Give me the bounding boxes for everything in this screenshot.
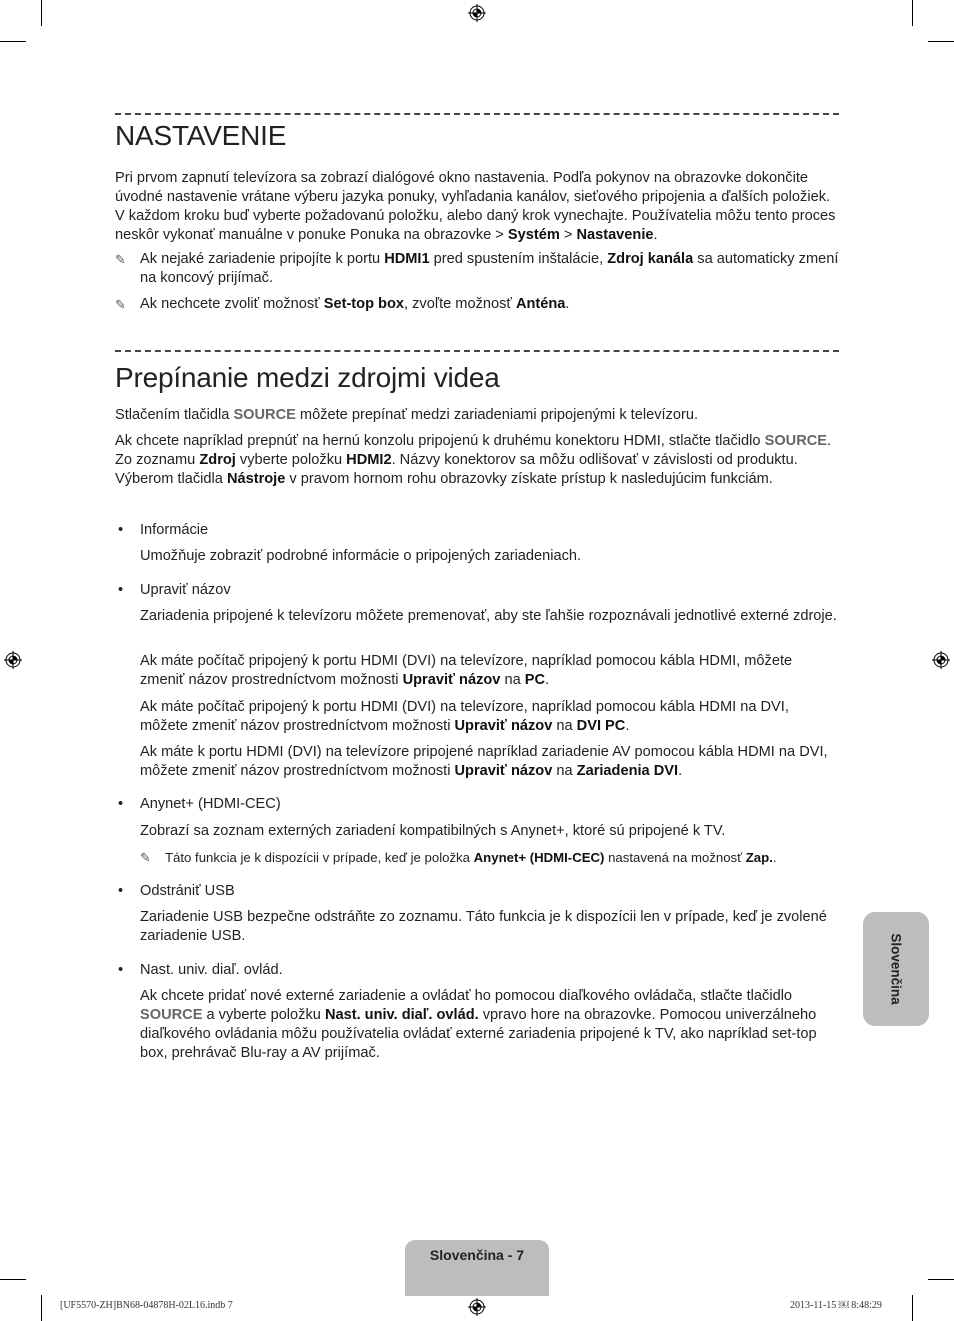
crop-mark — [0, 41, 26, 42]
registration-mark-icon — [468, 1298, 486, 1316]
item-body: Zobrazí sa zoznam externých zariadení kompatibilných s Anynet+, ktoré sú pripojené k TV. — [140, 823, 726, 839]
item-title: Upraviť názov — [140, 582, 231, 598]
list-item-title — [118, 521, 209, 540]
text: , zvoľte možnosť — [404, 296, 516, 312]
section-divider — [115, 350, 839, 352]
list-item-title — [118, 882, 235, 901]
language-label: Slovenčina — [888, 933, 904, 1005]
text: na — [552, 718, 577, 734]
text: . — [625, 718, 630, 734]
footer-timestamp: 2013-11-15 ￼ 8:48:29 — [790, 1300, 882, 1311]
crop-mark — [928, 41, 954, 42]
text: Ak máte počítač pripojený k portu HDMI (DVI) na televízore, napríklad pomocou kábla HDMI na DVI, môžete zmeniť názov prostredníctvom možnosti — [140, 699, 789, 734]
text: . — [678, 763, 683, 779]
text: Pri prvom zapnutí televízora sa zobrazí dialógové okno nastavenia. Podľa pokynov na obrazovke dokončite úvodné nastavenie vrátane výberu jazyka ponuky, vyhľadania kanálov, sieťového pripojenia a ďalších položiek. V každom kroku buď vyberte požadovanú položku, alebo daný krok vynechajte. Používatelia môžu tento proces neskôr vykonať manuálne v ponuke Ponuka na obrazovke > — [115, 170, 836, 243]
term: Upraviť názov — [402, 672, 501, 688]
text: a vyberte položku — [202, 1007, 325, 1023]
item-body — [140, 743, 840, 781]
term: Zariadenia DVI — [576, 763, 679, 779]
text: . — [653, 227, 658, 243]
text: Táto funkcia je k dispozícii v prípade, keď je položka — [165, 850, 474, 865]
section-divider — [115, 113, 839, 115]
term: Nástroje — [226, 471, 286, 487]
list-item-title — [118, 795, 281, 814]
menu-systém: Systém — [507, 227, 560, 243]
note-pencil-icon: ✎ — [115, 252, 126, 267]
term: Upraviť názov — [454, 763, 553, 779]
paragraph — [115, 432, 840, 489]
text: . — [565, 296, 570, 312]
bullet: • — [118, 883, 124, 899]
text: . Názvy konektorov sa môžu odlišovať v závislosti od produktu. Výberom tlačidla — [115, 452, 798, 487]
item-body: Umožňuje zobraziť podrobné informácie o pripojených zariadeniach. — [140, 548, 582, 564]
term: HDMI2 — [346, 452, 392, 468]
text: vyberte položku — [235, 452, 347, 468]
text: Ak nechcete zvoliť možnosť — [140, 296, 324, 312]
text: nastavená na možnosť — [604, 850, 746, 865]
text: v pravom hornom rohu obrazovky získate prístup k nasledujúcim funkciám. — [285, 471, 773, 487]
term: Zdroj kanála — [607, 251, 694, 267]
note-pencil-icon: ✎ — [115, 297, 126, 312]
source-key: SOURCE — [140, 1007, 203, 1023]
term: Anténa — [515, 296, 566, 312]
language-side-tab — [863, 912, 929, 1026]
bullet: • — [118, 962, 124, 978]
registration-mark-icon — [468, 4, 486, 22]
note-pencil-icon: ✎ — [140, 850, 151, 865]
text: sa automaticky zmení na koncový prijímač. — [140, 251, 839, 286]
item-title: Nast. univ. diaľ. ovlád. — [140, 962, 283, 978]
footer-file-info: [UF5570-ZH]BN68-04878H-02L16.indb 7 — [60, 1300, 233, 1311]
term: Upraviť názov — [454, 718, 553, 734]
term: Anynet+ (HDMI-CEC) — [473, 850, 605, 865]
source-key: SOURCE — [233, 407, 296, 423]
term: PC — [524, 672, 546, 688]
text: na — [552, 763, 577, 779]
text: Ak chcete pridať nové externé zariadenie a ovládať ho pomocou diaľkového ovládača, stlačte tlačidlo — [140, 988, 793, 1004]
crop-mark — [41, 0, 42, 26]
text: Stlačením tlačidla — [115, 407, 234, 423]
text: Ak máte k portu HDMI (DVI) na televízore pripojené napríklad zariadenie AV pomocou kábla HDMI na DVI, môžete zmeniť názov prostredníctvom možnosti — [140, 744, 828, 779]
note — [115, 295, 840, 314]
item-body — [140, 698, 840, 736]
term: DVI PC — [576, 718, 626, 734]
crop-mark — [0, 1279, 26, 1280]
item-title: Informácie — [140, 522, 209, 538]
note — [140, 848, 840, 867]
item-body: Zariadenia pripojené k televízoru môžete premenovať, aby ste ľahšie rozpoznávali jednotlivé externé zdroje. — [140, 608, 837, 624]
text: Ak nejaké zariadenie pripojíte k portu — [140, 251, 385, 267]
crop-mark — [912, 0, 913, 26]
paragraph — [115, 406, 840, 425]
note — [115, 250, 840, 288]
item-body — [140, 987, 840, 1063]
source-key: SOURCE — [764, 433, 828, 449]
list-item-title — [118, 581, 231, 600]
text: > — [559, 227, 577, 243]
section-title: NASTAVENIE — [115, 120, 287, 151]
text: na — [500, 672, 525, 688]
term: Set-top box — [323, 296, 404, 312]
bullet: • — [118, 582, 124, 598]
section-title: Prepínanie medzi zdrojmi videa — [115, 362, 500, 393]
registration-mark-icon — [4, 651, 22, 669]
text: vpravo hore na obrazovke. Pomocou univerzálneho diaľkového ovládania môžu používatelia ovládať externé zariadenia pripojené k TV, ako napríklad set-top box, prehrávač Blu-ray a AV prijímač. — [140, 1007, 817, 1061]
bullet: • — [118, 522, 124, 538]
text: . — [772, 850, 777, 865]
item-title: Odstrániť USB — [140, 883, 235, 899]
term: HDMI1 — [384, 251, 430, 267]
item-body: Zariadenie USB bezpečne odstráňte zo zoznamu. Táto funkcia je k dispozícii len v prípade, keď je zvolené zariadenie USB. — [140, 909, 827, 944]
text: . — [545, 672, 550, 688]
text: Ak chcete napríklad prepnúť na hernú konzolu pripojenú k druhému konektoru HDMI, stlačte tlačidlo — [115, 433, 765, 449]
crop-mark — [41, 1295, 42, 1321]
text: Ak máte počítač pripojený k portu HDMI (DVI) na televízore, napríklad pomocou kábla HDMI, môžete zmeniť názov prostredníctvom možnosti — [140, 653, 793, 688]
intro-paragraph — [115, 169, 840, 245]
text: môžete prepínať medzi zariadeniami pripojenými k televízoru. — [295, 407, 698, 423]
item-title: Anynet+ (HDMI-CEC) — [140, 796, 281, 812]
crop-mark — [912, 1295, 913, 1321]
list-item-title — [118, 961, 283, 980]
term: Zap. — [745, 850, 773, 865]
registration-mark-icon — [932, 651, 950, 669]
crop-mark — [928, 1279, 954, 1280]
page-number: Slovenčina - 7 — [429, 1247, 525, 1263]
term: Zdroj — [199, 452, 236, 468]
bullet: • — [118, 796, 124, 812]
item-body — [140, 652, 840, 690]
term: Nast. univ. diaľ. ovlád. — [324, 1007, 479, 1023]
menu-nastavenie: Nastavenie — [576, 227, 654, 243]
text: pred spustením inštalácie, — [429, 251, 608, 267]
text: . Zo zoznamu — [115, 433, 832, 468]
page-number-tab — [405, 1240, 549, 1296]
